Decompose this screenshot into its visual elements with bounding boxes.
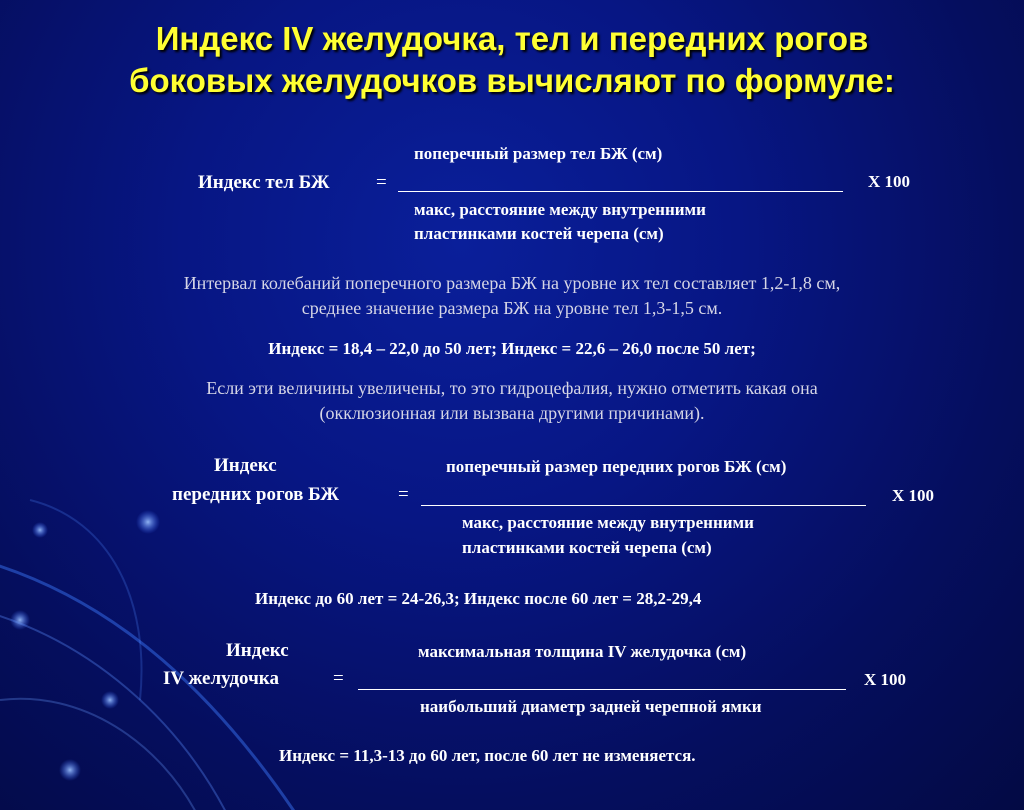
formula2-norm: Индекс до 60 лет = 24-26,3; Индекс после 60 лет = 28,2-29,4	[255, 589, 702, 608]
slide-title-line-2: боковых желудочков вычисляют по формуле:	[129, 62, 895, 99]
formula2-denominator-line-1: макс, расстояние между внутренними	[462, 513, 754, 532]
formula1-denominator-line-1: макс, расстояние между внутренними	[414, 200, 706, 219]
formula2-denominator-line-2: пластинками костей черепа (см)	[462, 538, 712, 557]
formula1-numerator: поперечный размер тел БЖ (см)	[414, 144, 663, 163]
formula2-numerator: поперечный размер передних рогов БЖ (см)	[446, 457, 787, 476]
formula3-multiplier: Х 100	[864, 670, 907, 689]
formula2-fraction-line	[421, 505, 866, 506]
formula2-name-line-1: Индекс	[214, 455, 277, 476]
formula3-name-line-2: IV желудочка	[163, 668, 279, 689]
note1-line-2: среднее значение размера БЖ на уровне тел 1,3-1,5 см.	[301, 298, 723, 318]
formula1-fraction-line	[398, 191, 843, 192]
note1-line-1: Интервал колебаний поперечного размера БЖ на уровне их тел составляет 1,2-1,8 см,	[183, 273, 841, 293]
formula3-norm: Индекс = 11,3-13 до 60 лет, после 60 лет не изменяется.	[279, 746, 696, 765]
formula1-multiplier: Х 100	[868, 172, 911, 191]
formula1-norm: Индекс = 18,4 – 22,0 до 50 лет; Индекс = 22,6 – 26,0 после 50 лет;	[268, 339, 756, 358]
formula1-denominator-line-2: пластинками костей черепа (см)	[414, 224, 664, 243]
formula3-denominator: наибольший диаметр задней черепной ямки	[420, 697, 762, 716]
formula3-fraction-line	[358, 689, 846, 690]
formula2-multiplier: Х 100	[892, 486, 935, 505]
note2-line-1: Если эти величины увеличены, то это гидроцефалия, нужно отметить какая она	[206, 378, 818, 398]
formula3-equals: =	[333, 668, 344, 689]
slide-title-line-1: Индекс IV желудочка, тел и передних рогов	[155, 20, 869, 57]
formula2-equals: =	[398, 484, 409, 505]
formula3-name-line-1: Индекс	[226, 640, 289, 661]
formula2-name-line-2: передних рогов БЖ	[172, 484, 340, 505]
note2-line-2: (окклюзионная или вызвана другими причинами).	[319, 403, 705, 423]
formula1-equals: =	[376, 172, 387, 193]
formula1-name: Индекс тел БЖ	[198, 172, 330, 193]
formula3-numerator: максимальная толщина IV желудочка (см)	[418, 642, 747, 661]
